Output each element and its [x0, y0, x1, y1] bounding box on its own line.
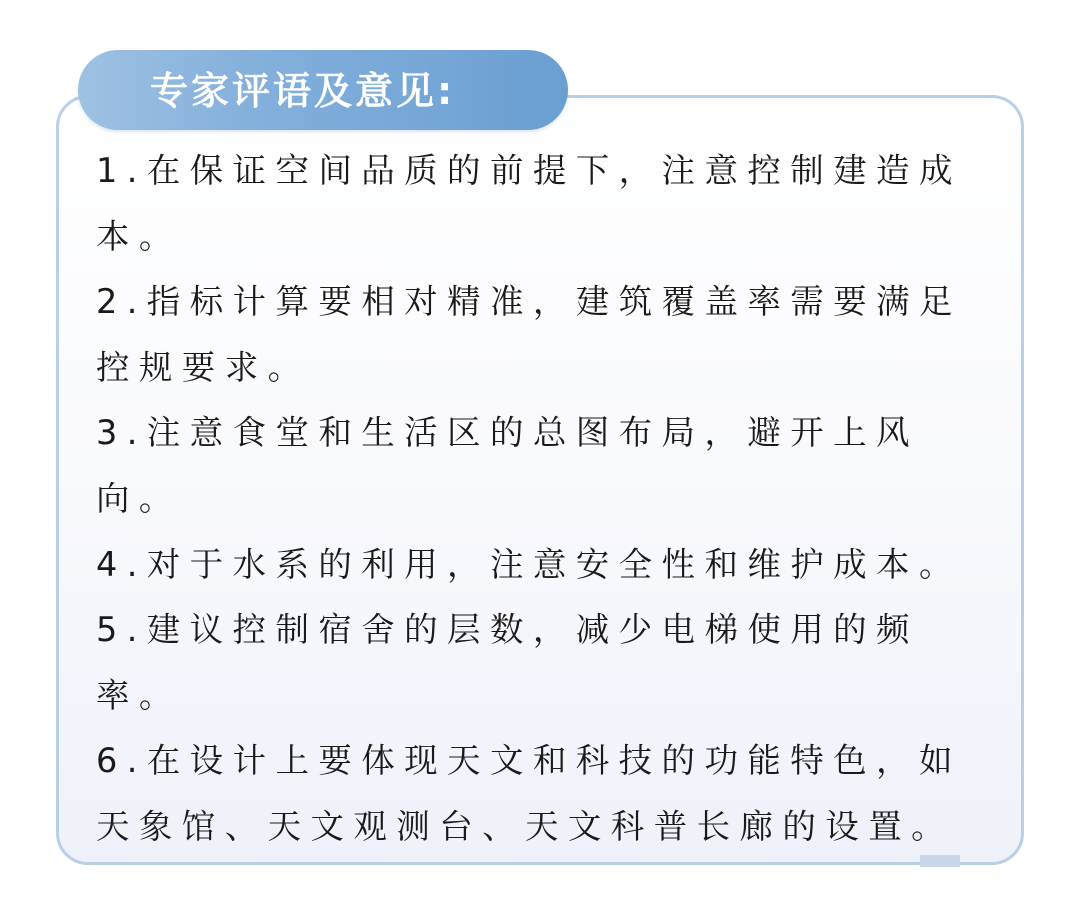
corner-decoration — [920, 855, 960, 867]
opinion-item-1: 1.在保证空间品质的前提下，注意控制建造成本。 — [96, 151, 962, 256]
opinion-item-3: 3.注意食堂和生活区的总图布局，避开上风向。 — [96, 413, 919, 518]
section-title: 专家评语及意见: — [150, 69, 456, 113]
opinion-item-2: 2.指标计算要相对精准，建筑覆盖率需要满足控规要求。 — [96, 282, 962, 387]
opinion-item-5: 5.建议控制宿舍的层数，减少电梯使用的频率。 — [96, 610, 919, 715]
opinion-list — [96, 138, 986, 860]
opinion-item-4: 4.对于水系的利用，注意安全性和维护成本。 — [96, 544, 962, 584]
opinion-item-6: 6.在设计上要体现天文和科技的功能特色，如天象馆、天文观测台、天文科普长廊的设置。 — [96, 741, 962, 846]
